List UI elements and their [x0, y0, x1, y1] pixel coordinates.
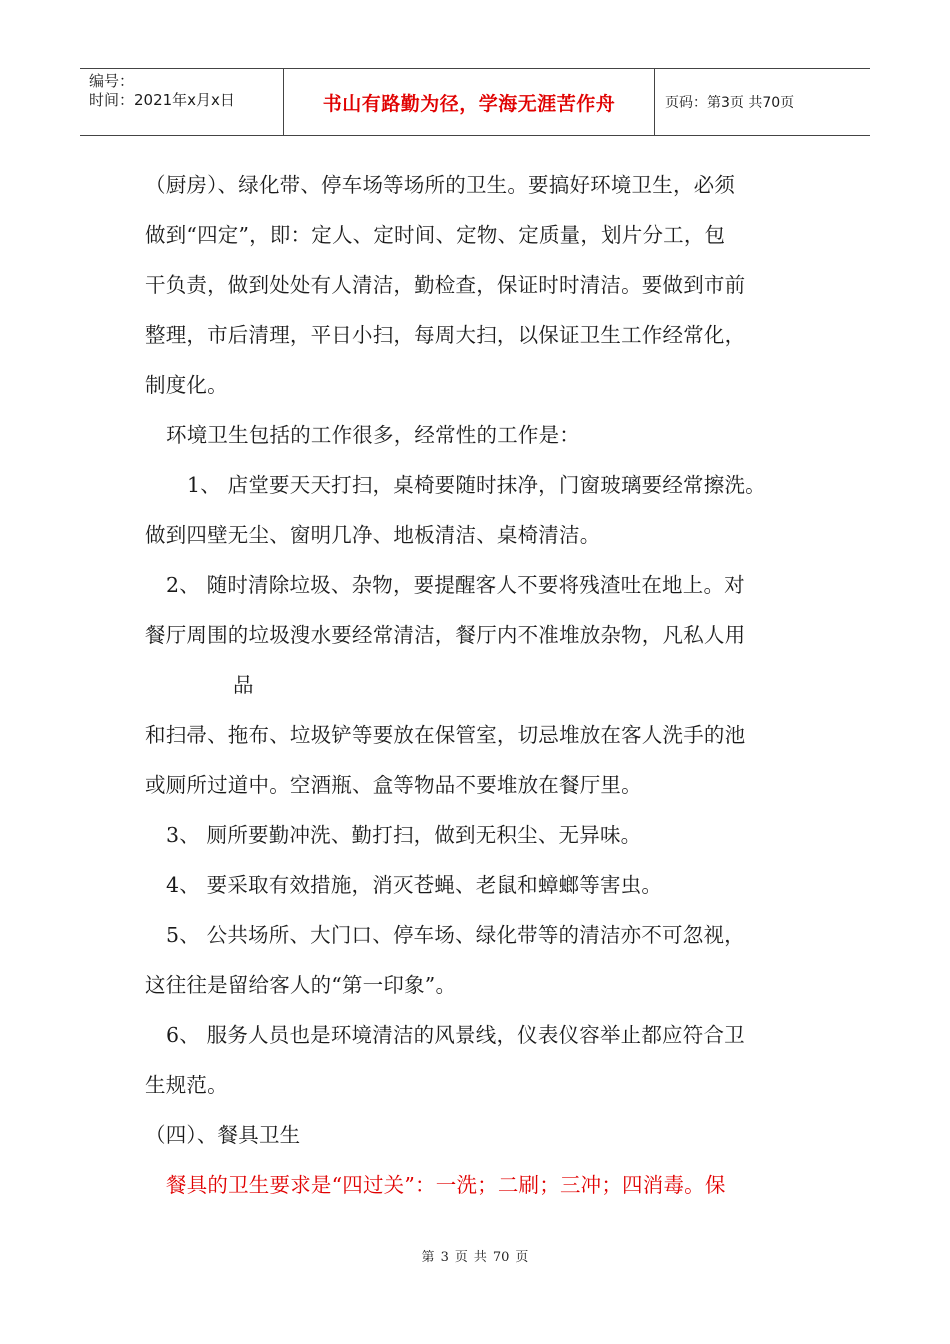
page-footer	[0, 1246, 950, 1265]
header-meta	[80, 69, 283, 135]
text-line: 制度化。	[145, 373, 228, 397]
footer-page-number: 3	[440, 1250, 449, 1265]
page-header	[80, 68, 870, 136]
list-item-1: 1、 店堂要天天打扫，桌椅要随时抹净，门窗玻璃要经常擦洗。	[187, 473, 766, 497]
footer-gong: 共	[473, 1250, 487, 1265]
header-slogan-cell	[283, 69, 655, 135]
section-heading: （四）、餐具卫生	[145, 1123, 301, 1147]
list-item-4: 4、 要采取有效措施，消灭苍蝇、老鼠和蟑螂等害虫。	[166, 873, 663, 897]
footer-di: 第	[421, 1250, 435, 1265]
footer-ye: 页	[515, 1250, 529, 1265]
text-line: 做到“四定”，即：定人、定时间、定物、定质量，划片分工，包	[145, 223, 726, 247]
footer-ye: 页	[454, 1250, 468, 1265]
doc-number-label: 编号：	[89, 72, 135, 90]
text-line: 干负责，做到处处有人清洁，勤检查，保证时时清洁。要做到市前	[145, 273, 746, 297]
doc-date-label: 时间：2021年x月x日	[89, 91, 235, 109]
header-page-info: 页码：第3页 共70页	[665, 95, 795, 111]
text-line: 和扫帚、拖布、垃圾铲等要放在保管室，切忌堆放在客人洗手的池	[145, 723, 746, 747]
list-item-3: 3、 厕所要勤冲洗、勤打扫，做到无积尘、无异味。	[166, 823, 642, 847]
text-line: 生规范。	[145, 1073, 228, 1097]
list-item-6: 6、 服务人员也是环境清洁的风景线，仪表仪容举止都应符合卫	[166, 1023, 745, 1047]
text-line: 这往往是留给客人的“第一印象”。	[145, 973, 457, 997]
footer-total-pages: 70	[492, 1250, 510, 1265]
text-line: 环境卫生包括的工作很多，经常性的工作是：	[166, 423, 580, 447]
header-slogan: 书山有路勤为径，学海无涯苦作舟	[322, 92, 616, 115]
text-line: 做到四壁无尘、窗明几净、地板清洁、桌椅清洁。	[145, 523, 601, 547]
text-line: 餐厅周围的垃圾溲水要经常清洁，餐厅内不准堆放杂物，凡私人用	[145, 623, 746, 647]
text-line: （厨房）、绿化带、停车场等场所的卫生。要搞好环境卫生，必须	[145, 173, 736, 197]
text-line: 整理，市后清理，平日小扫，每周大扫，以保证卫生工作经常化，	[145, 323, 746, 347]
list-item-5: 5、 公共场所、大门口、停车场、绿化带等的清洁亦不可忽视，	[166, 923, 745, 947]
text-line: 品	[233, 673, 254, 697]
list-item-2: 2、 随时清除垃圾、杂物，要提醒客人不要将残渣吐在地上。对	[166, 573, 745, 597]
highlighted-text-line: 餐具的卫生要求是“四过关”：一洗；二刷；三冲；四消毒。保	[166, 1173, 726, 1197]
text-line: 或厕所过道中。空酒瓶、盒等物品不要堆放在餐厅里。	[145, 773, 642, 797]
